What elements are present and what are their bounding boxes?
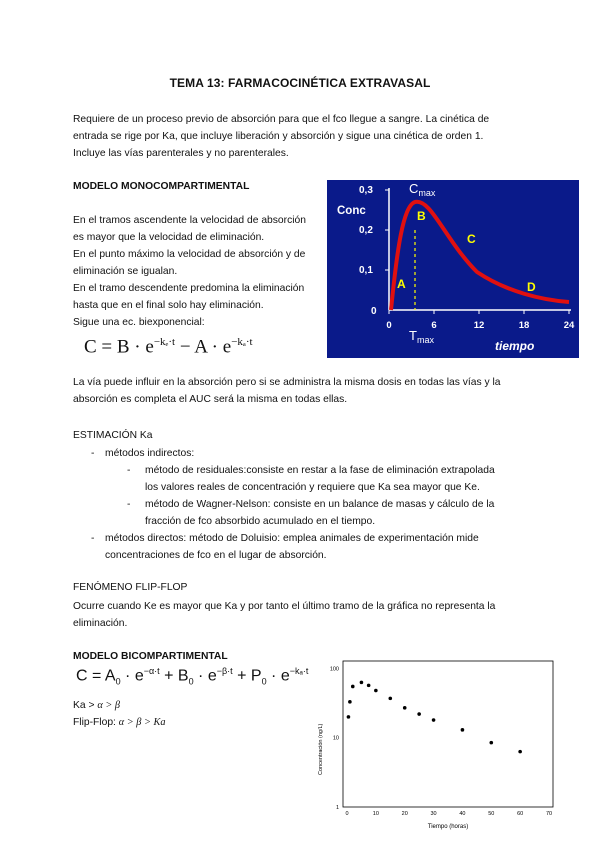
x-tick-label: 20 [401, 811, 408, 817]
estimacion-heading: ESTIMACIÓN Ka [73, 430, 153, 441]
plot-frame [343, 661, 553, 807]
x-tick-label: 18 [518, 320, 530, 331]
data-point [374, 689, 378, 693]
x-tick-label: 0 [345, 811, 349, 817]
formula-mid: − A · e [175, 336, 232, 358]
data-point [388, 697, 392, 701]
y-axis-label: Conc [337, 205, 366, 217]
y-tick-label: 0,2 [359, 225, 373, 236]
mono-line: En el tramo descendente predomina la eliminación [73, 283, 305, 294]
y-tick-label: 0,1 [359, 265, 373, 276]
data-point [367, 684, 371, 688]
x-axis-label: tiempo [495, 339, 535, 353]
wagner-line: fracción de fco absorbido acumulado en el tiempo. [145, 516, 376, 527]
y-tick-label: 0,3 [359, 185, 373, 196]
mono-line: eliminación se igualan. [73, 266, 178, 277]
data-point [461, 728, 465, 732]
data-point [348, 700, 352, 704]
flipflop-line: eliminación. [73, 618, 128, 629]
data-point [417, 712, 421, 716]
formula-lhs: C = B · e [84, 336, 154, 358]
intro-line: Requiere de un proceso previo de absorción para que el fco llegue a sangre. La cinética de [73, 114, 490, 125]
directos-line: concentraciones de fco en el lugar de absorción. [105, 550, 327, 561]
data-point [432, 718, 436, 722]
wagner-line: método de Wagner-Nelson: consiste en un balance de masas y cálculo de la [145, 499, 495, 510]
bi-scatter-chart [308, 655, 563, 835]
data-point [403, 706, 407, 710]
indirect-bullet: - métodos indirectos: [91, 448, 195, 459]
mono-heading: MODELO MONOCOMPARTIMENTAL [73, 181, 250, 192]
bi-formula: $C = A_0 \cdot e^{-\alpha\cdot t} + B_0 \cdot e^{-\beta\cdot t} + P_0 \cdot e^{-k_a\cdot t}$ [76, 666, 309, 687]
x-tick-label: 6 [431, 320, 437, 331]
mono-line: es mayor que la velocidad de eliminación. [73, 232, 265, 243]
residuales-line: los valores reales de concentración y requiere que Ka sea mayor que Ke. [145, 482, 480, 493]
formula-exp: −kₐ·t [231, 336, 253, 348]
directos-bullet: - métodos directos: método de Doluisio: emplea animales de experimentación mide concentraciones de fco en el lugar de absorción. [91, 530, 551, 564]
bi-condition-1: Ka > α > β [73, 700, 120, 711]
x-tick-label: 24 [563, 320, 575, 331]
point-label-d: D [527, 280, 536, 294]
mono-text [73, 212, 333, 331]
page-title: TEMA 13: FARMACOCINÉTICA EXTRAVASAL [169, 76, 431, 90]
via-line: absorción es completa el AUC será la misma en todas ellas. [73, 394, 348, 405]
y-tick-label: 10 [332, 735, 339, 742]
flipflop-line: Ocurre cuando Ke es mayor que Ka y por tanto el último tramo de la gráfica no representa la [73, 601, 496, 612]
data-point [347, 715, 351, 719]
data-point [360, 681, 364, 685]
x-tick-label: 0 [386, 320, 392, 331]
flipflop-heading: FENÓMENO FLIP-FLOP [73, 582, 188, 593]
cmax-label: $C_{max}$ [409, 181, 436, 198]
via-line: La vía puede influir en la absorción pero si se administra la misma dosis en todas las vías y la [73, 377, 501, 388]
tick-labels [330, 666, 552, 817]
y-axis-label: Concentración (ng/L) [318, 723, 324, 775]
intro-paragraph [73, 111, 533, 162]
x-tick-label: 40 [459, 811, 466, 817]
residuales-line: método de residuales:consiste en restar a la fase de eliminación extrapolada [145, 465, 495, 476]
data-point [518, 750, 522, 754]
data-point [351, 685, 355, 689]
point-label-c: C [467, 232, 476, 246]
x-tick-label: 30 [430, 811, 437, 817]
mono-line: En el punto máximo la velocidad de absorción y de [73, 249, 306, 260]
point-label-a: A [397, 277, 406, 291]
y-tick-label: 1 [335, 805, 339, 811]
x-tick-label: 12 [473, 320, 485, 331]
x-tick-label: 70 [545, 811, 553, 817]
mono-formula [84, 336, 253, 358]
bi-condition-2: Flip-Flop: α > β > Ka [73, 717, 166, 728]
indirect-label: métodos indirectos: [105, 448, 195, 459]
intro-line: entrada se rige por Ka, que incluye liberación y absorción y sigue una cinética de orden 1. [73, 131, 484, 142]
mono-chart [327, 180, 579, 358]
mono-line: Sigue una ec. biexponencial: [73, 317, 205, 328]
bi-heading: MODELO BICOMPARTIMENTAL [73, 651, 228, 662]
flipflop-paragraph [73, 598, 543, 632]
wagner-bullet: - método de Wagner-Nelson: consiste en un balance de masas y cálculo de la fracción de fco absorbido acumulado en el tiempo. [127, 496, 547, 530]
x-tick-label: 60 [517, 811, 524, 817]
directos-line: métodos directos: método de Doluisio: emplea animales de experimentación mide [105, 533, 479, 544]
y-tick-label: 100 [329, 666, 339, 673]
x-tick-label: 10 [372, 811, 379, 817]
formula-exp: −kₑ·t [153, 336, 176, 348]
mono-line: En el tramos ascendente la velocidad de absorción [73, 215, 306, 226]
x-axis-label: Tiempo (horas) [427, 824, 469, 830]
point-label-b: B [417, 209, 426, 223]
x-tick-label: 50 [488, 811, 495, 817]
y-tick-label: 0 [371, 306, 377, 317]
data-points [347, 681, 522, 754]
residuales-bullet: - método de residuales:consiste en restar a la fase de eliminación extrapolada los valores reales de concentración y requiere que Ka sea mayor que Ke. [127, 462, 547, 496]
data-point [489, 741, 493, 745]
via-paragraph [73, 374, 543, 408]
tmax-label: $T_{max}$ [409, 328, 434, 345]
mono-line: hasta que en el final solo hay eliminación. [73, 300, 264, 311]
intro-line: Incluye las vías parenterales y no parenterales. [73, 148, 289, 159]
